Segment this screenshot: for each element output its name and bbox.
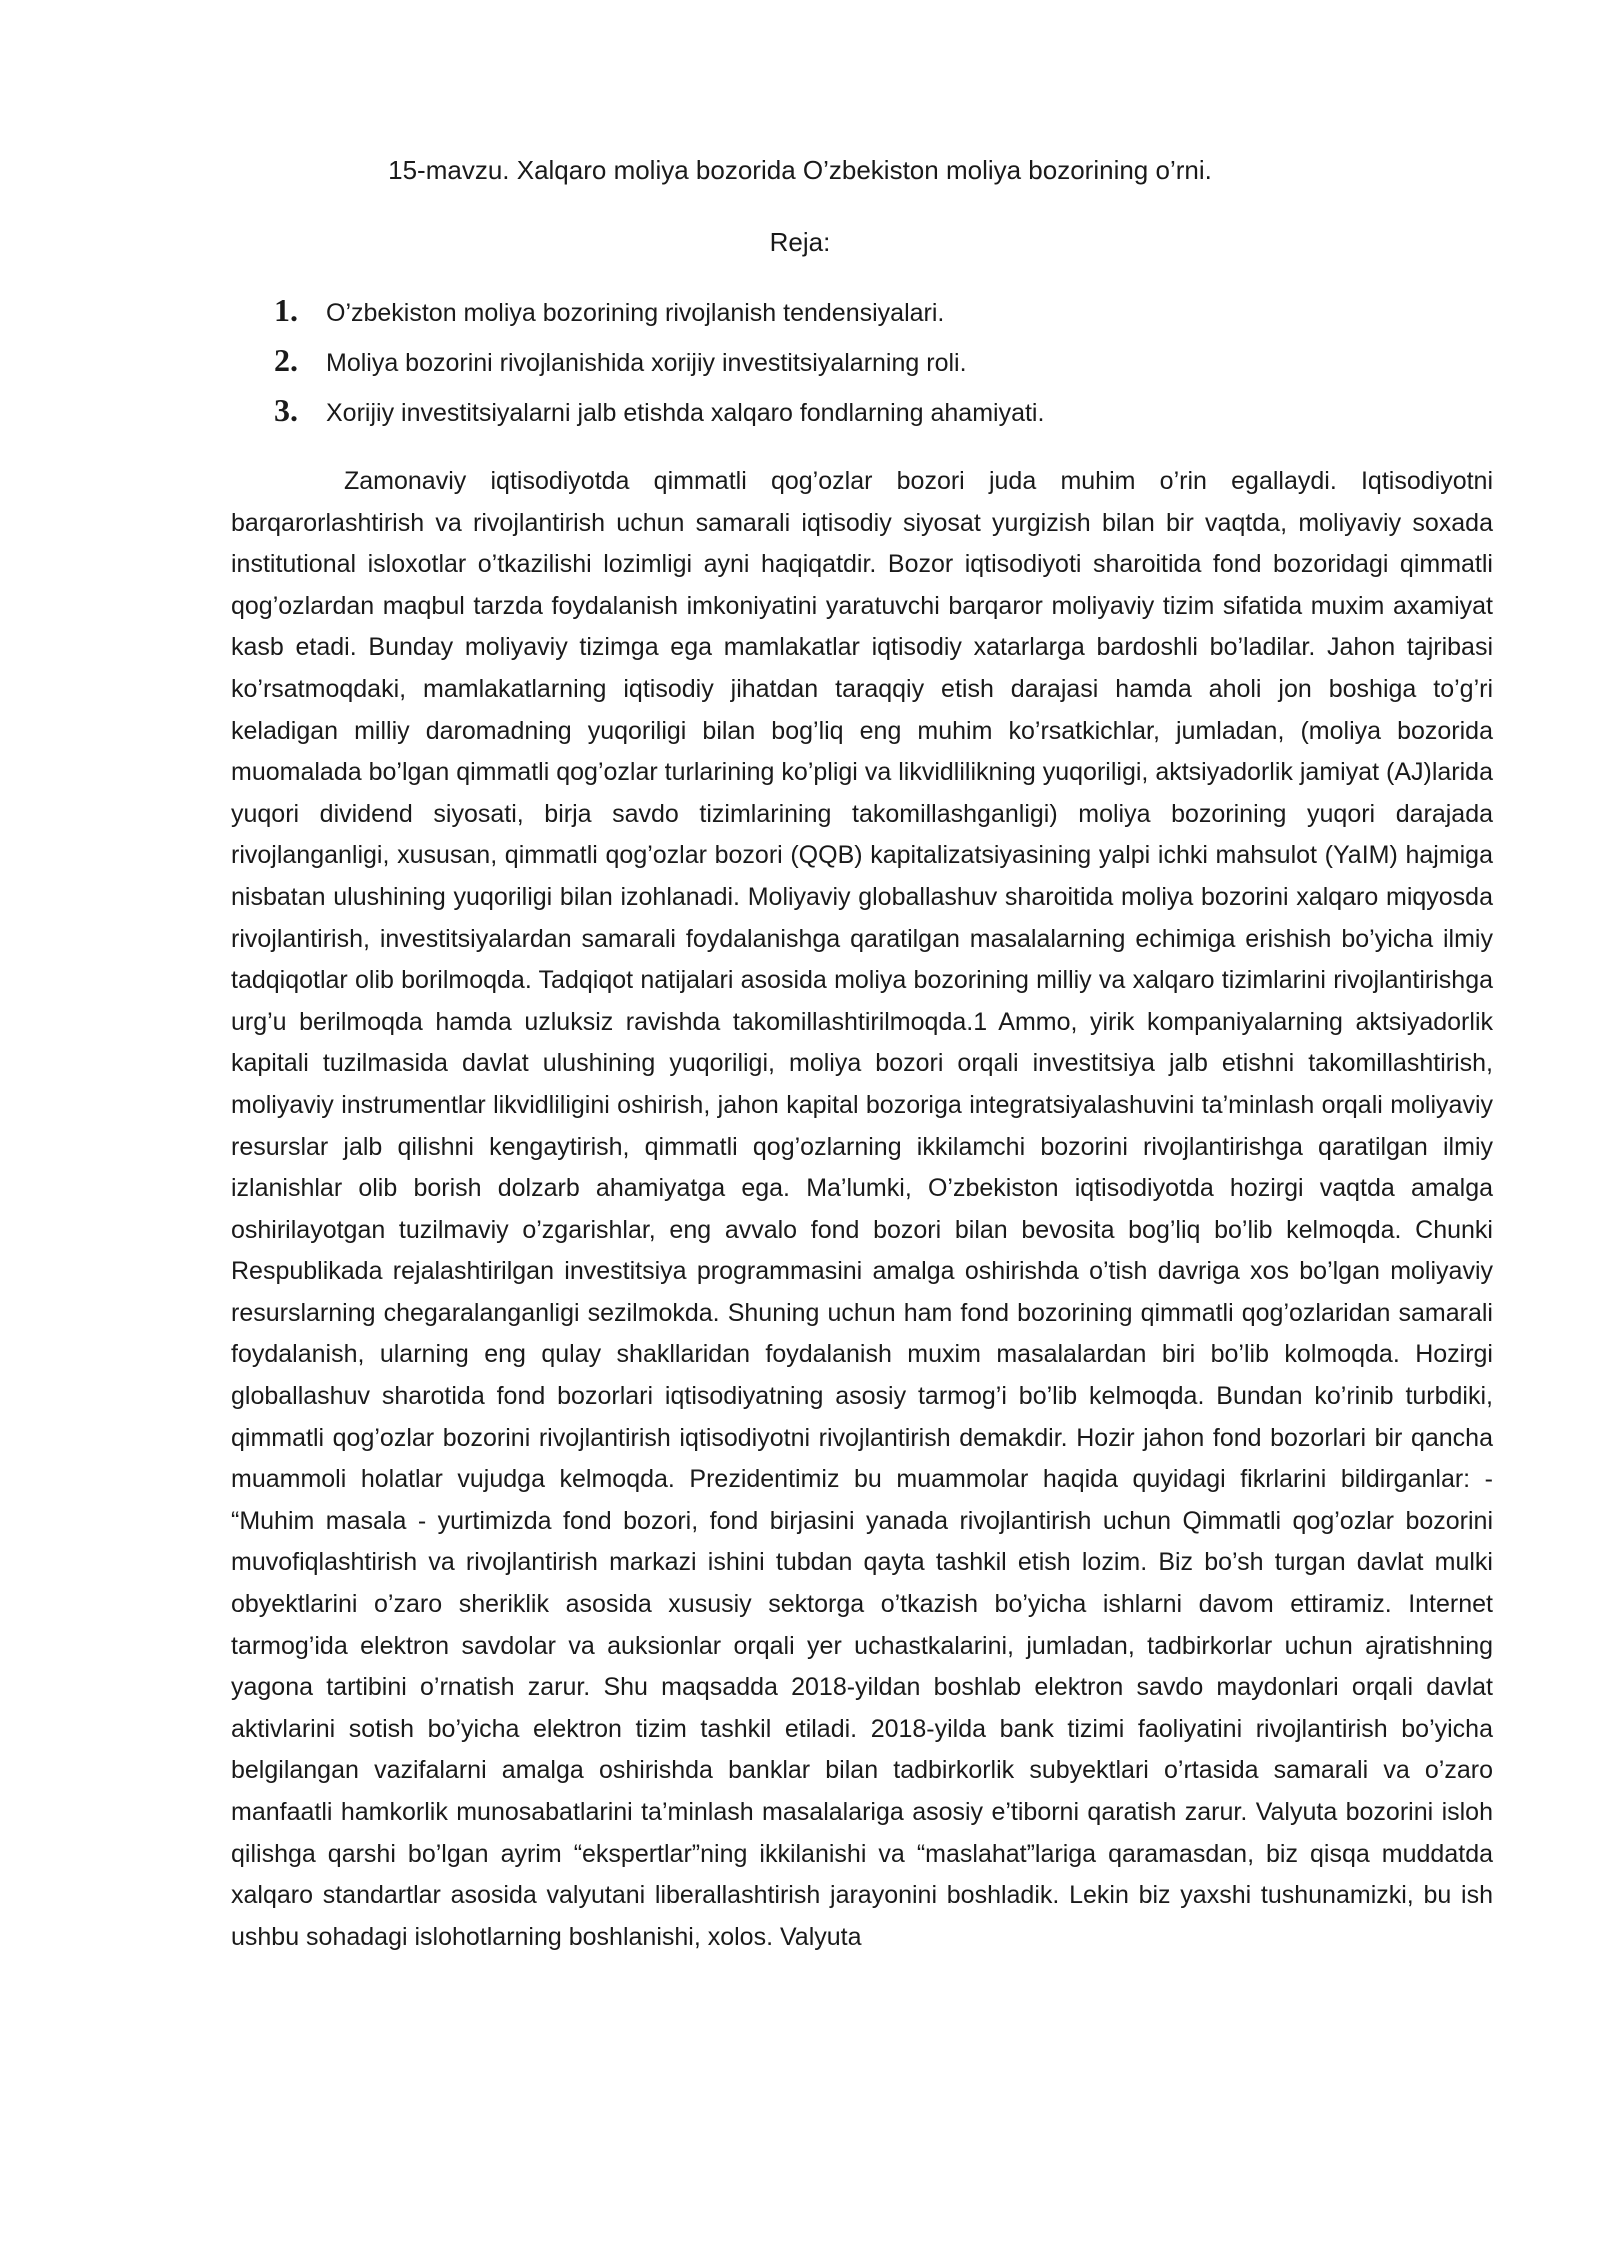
document-title: 15-mavzu. Xalqaro moliya bozorida O’zbekiston moliya bozorining o’rni. — [388, 155, 1212, 185]
plan-item — [274, 342, 1374, 392]
plan-item-number: 1. — [274, 292, 298, 328]
plan-item-text: Moliya bozorini rivojlanishida xorijiy investitsiyalarning roli. — [326, 349, 967, 377]
plan-heading: Reja: — [769, 227, 831, 257]
plan-item-text: Xorijiy investitsiyalarni jalb etishda xalqaro fondlarning ahamiyati. — [326, 399, 1045, 427]
plan-item — [274, 292, 1374, 342]
body-paragraph: Zamonaviy iqtisodiyotda qimmatli qog’ozlar bozori juda muhim o’rin egallaydi. Iqtisodiyotni barqarorlashtirish va rivojlantirish uchun samarali iqtisodiy siyosat yurgizish bilan bir vaqtda, moliyaviy soxada institutional isloxotlar o’tkazilishi lozimligi ayni haqiqatdir. Bozor iqtisodiyoti sharoitida fond bozoridagi qimmatli qog’ozlardan maqbul tarzda foydalanish imkoniyatini yaratuvchi barqaror moliyaviy tizim sifatida muxim axamiyat kasb etadi. Bunday moliyaviy tizimga ega mamlakatlar iqtisodiy xatarlarga bardoshli bo’ladilar. Jahon tajribasi ko’rsatmoqdaki, mamlakatlarning iqtisodiy jihatdan taraqqiy etish darajasi hamda aholi jon boshiga to’g’ri keladigan milliy daromadning yuqoriligi bilan bog’liq eng muhim ko’rsatkichlar, jumladan, (moliya bozorida muomalada bo’lgan qimmatli qog’ozlar turlarining ko’pligi va likvidlilikning yuqoriligi, aktsiyadorlik jamiyat (AJ)larida yuqori dividend siyosati, birja savdo tizimlarining takomillashganligi) moliya bozorining yuqori darajada rivojlanganligi, xususan, qimmatli qog’ozlar bozori (QQB) kapitalizatsiyasining yalpi ichki mahsulot (YaIM) hajmiga nisbatan ulushining yuqoriligi bilan izohlanadi. Moliyaviy globallashuv sharoitida moliya bozorini xalqaro miqyosda rivojlantirish, investitsiyalardan samarali foydalanishga qaratilgan masalalarning echimiga erishish bo’yicha ilmiy tadqiqotlar olib borilmoqda. Tadqiqot natijalari asosida moliya bozorining milliy va xalqaro tizimlarini rivojlantirishga urg’u berilmoqda hamda uzluksiz ravishda takomillashtirilmoqda.1 Ammo, yirik kompaniyalarning aktsiyadorlik kapitali tuzilmasida davlat ulushining yuqoriligi, moliya bozori orqali investitsiya jalb etishni takomillashtirish, moliyaviy instrumentlar likvidliligini oshirish, jahon kapital bozoriga integratsiyalashuvini ta’minlash orqali moliyaviy resurslar jalb qilishni kengaytirish, qimmatli qog’ozlarning ikkilamchi bozorini rivojlantirishga qaratilgan ilmiy izlanishlar olib borish dolzarb ahamiyatga ega. Ma’lumki, O’zbekiston iqtisodiyotda hozirgi vaqtda amalga oshirilayotgan tuzilmaviy o’zgarishlar, eng avvalo fond bozori bilan bevosita bog’liq bo’lib kelmoqda. Chunki Respublikada rejalashtirilgan investitsiya programmasini amalga oshirishda o’tish davriga xos bo’lgan moliyaviy resurslarning chegaralanganligi sezilmokda. Shuning uchun ham fond bozorining qimmatli qog’ozlaridan samarali foydalanish, ularning eng qulay shakllaridan foydalanish muxim masalalardan biri bo’lib kolmoqda. Hozirgi globallashuv sharotida fond bozorlari iqtisodiyatning asosiy tarmog’i bo’lib kelmoqda. Bundan ko’rinib turbdiki, qimmatli qog’ozlar bozorini rivojlantirish iqtisodiyotni rivojlantirish demakdir. Hozir jahon fond bozorlari bir qancha muammoli holatlar vujudga kelmoqda. Prezidentimiz bu muammolar haqida quyidagi fikrlarini bildirganlar: - “Muhim masala - yurtimizda fond bozori, fond birjasini yanada rivojlantirish uchun Qimmatli qog’ozlar bozorini muvofiqlashtirish va rivojlantirish markazi ishini tubdan qayta tashkil etish lozim. Biz bo’sh turgan davlat mulki obyektlarini o’zaro sheriklik asosida xususiy sektorga o’tkazish bo’yicha ishlarni davom ettiramiz. Internet tarmog’ida elektron savdolar va auksionlar orqali yer uchastkalarini, jumladan, tadbirkorlar uchun ajratishning yagona tartibini o’rnatish zarur. Shu maqsadda 2018-yildan boshlab elektron savdo maydonlari orqali davlat aktivlarini sotish bo’yicha elektron tizim tashkil etiladi. 2018-yilda bank tizimi faoliyatini rivojlantirish bo’yicha belgilangan vazifalarni amalga oshirishda banklar bilan tadbirkorlik subyektlari o’rtasida samarali va o’zaro manfaatli hamkorlik munosabatlarini ta’minlash masalalariga asosiy e’tiborni qaratish zarur. Valyuta bozorini isloh qilishga qarshi bo’lgan ayrim “ekspertlar”ning ikkilanishi va “maslahat”lariga qaramasdan, biz qisqa muddatda xalqaro standartlar asosida valyutani liberallashtirish jarayonini boshladik. Lekin biz yaxshi tushunamizki, bu ish ushbu sohadagi islohotlarning boshlanishi, xolos. Valyuta — [231, 467, 1493, 1951]
plan-item-number: 3. — [274, 392, 298, 428]
plan-item — [274, 392, 1374, 442]
plan-list — [274, 292, 1374, 442]
plan-item-number: 2. — [274, 342, 298, 378]
plan-item-text: O’zbekiston moliya bozorining rivojlanish tendensiyalari. — [326, 299, 945, 327]
